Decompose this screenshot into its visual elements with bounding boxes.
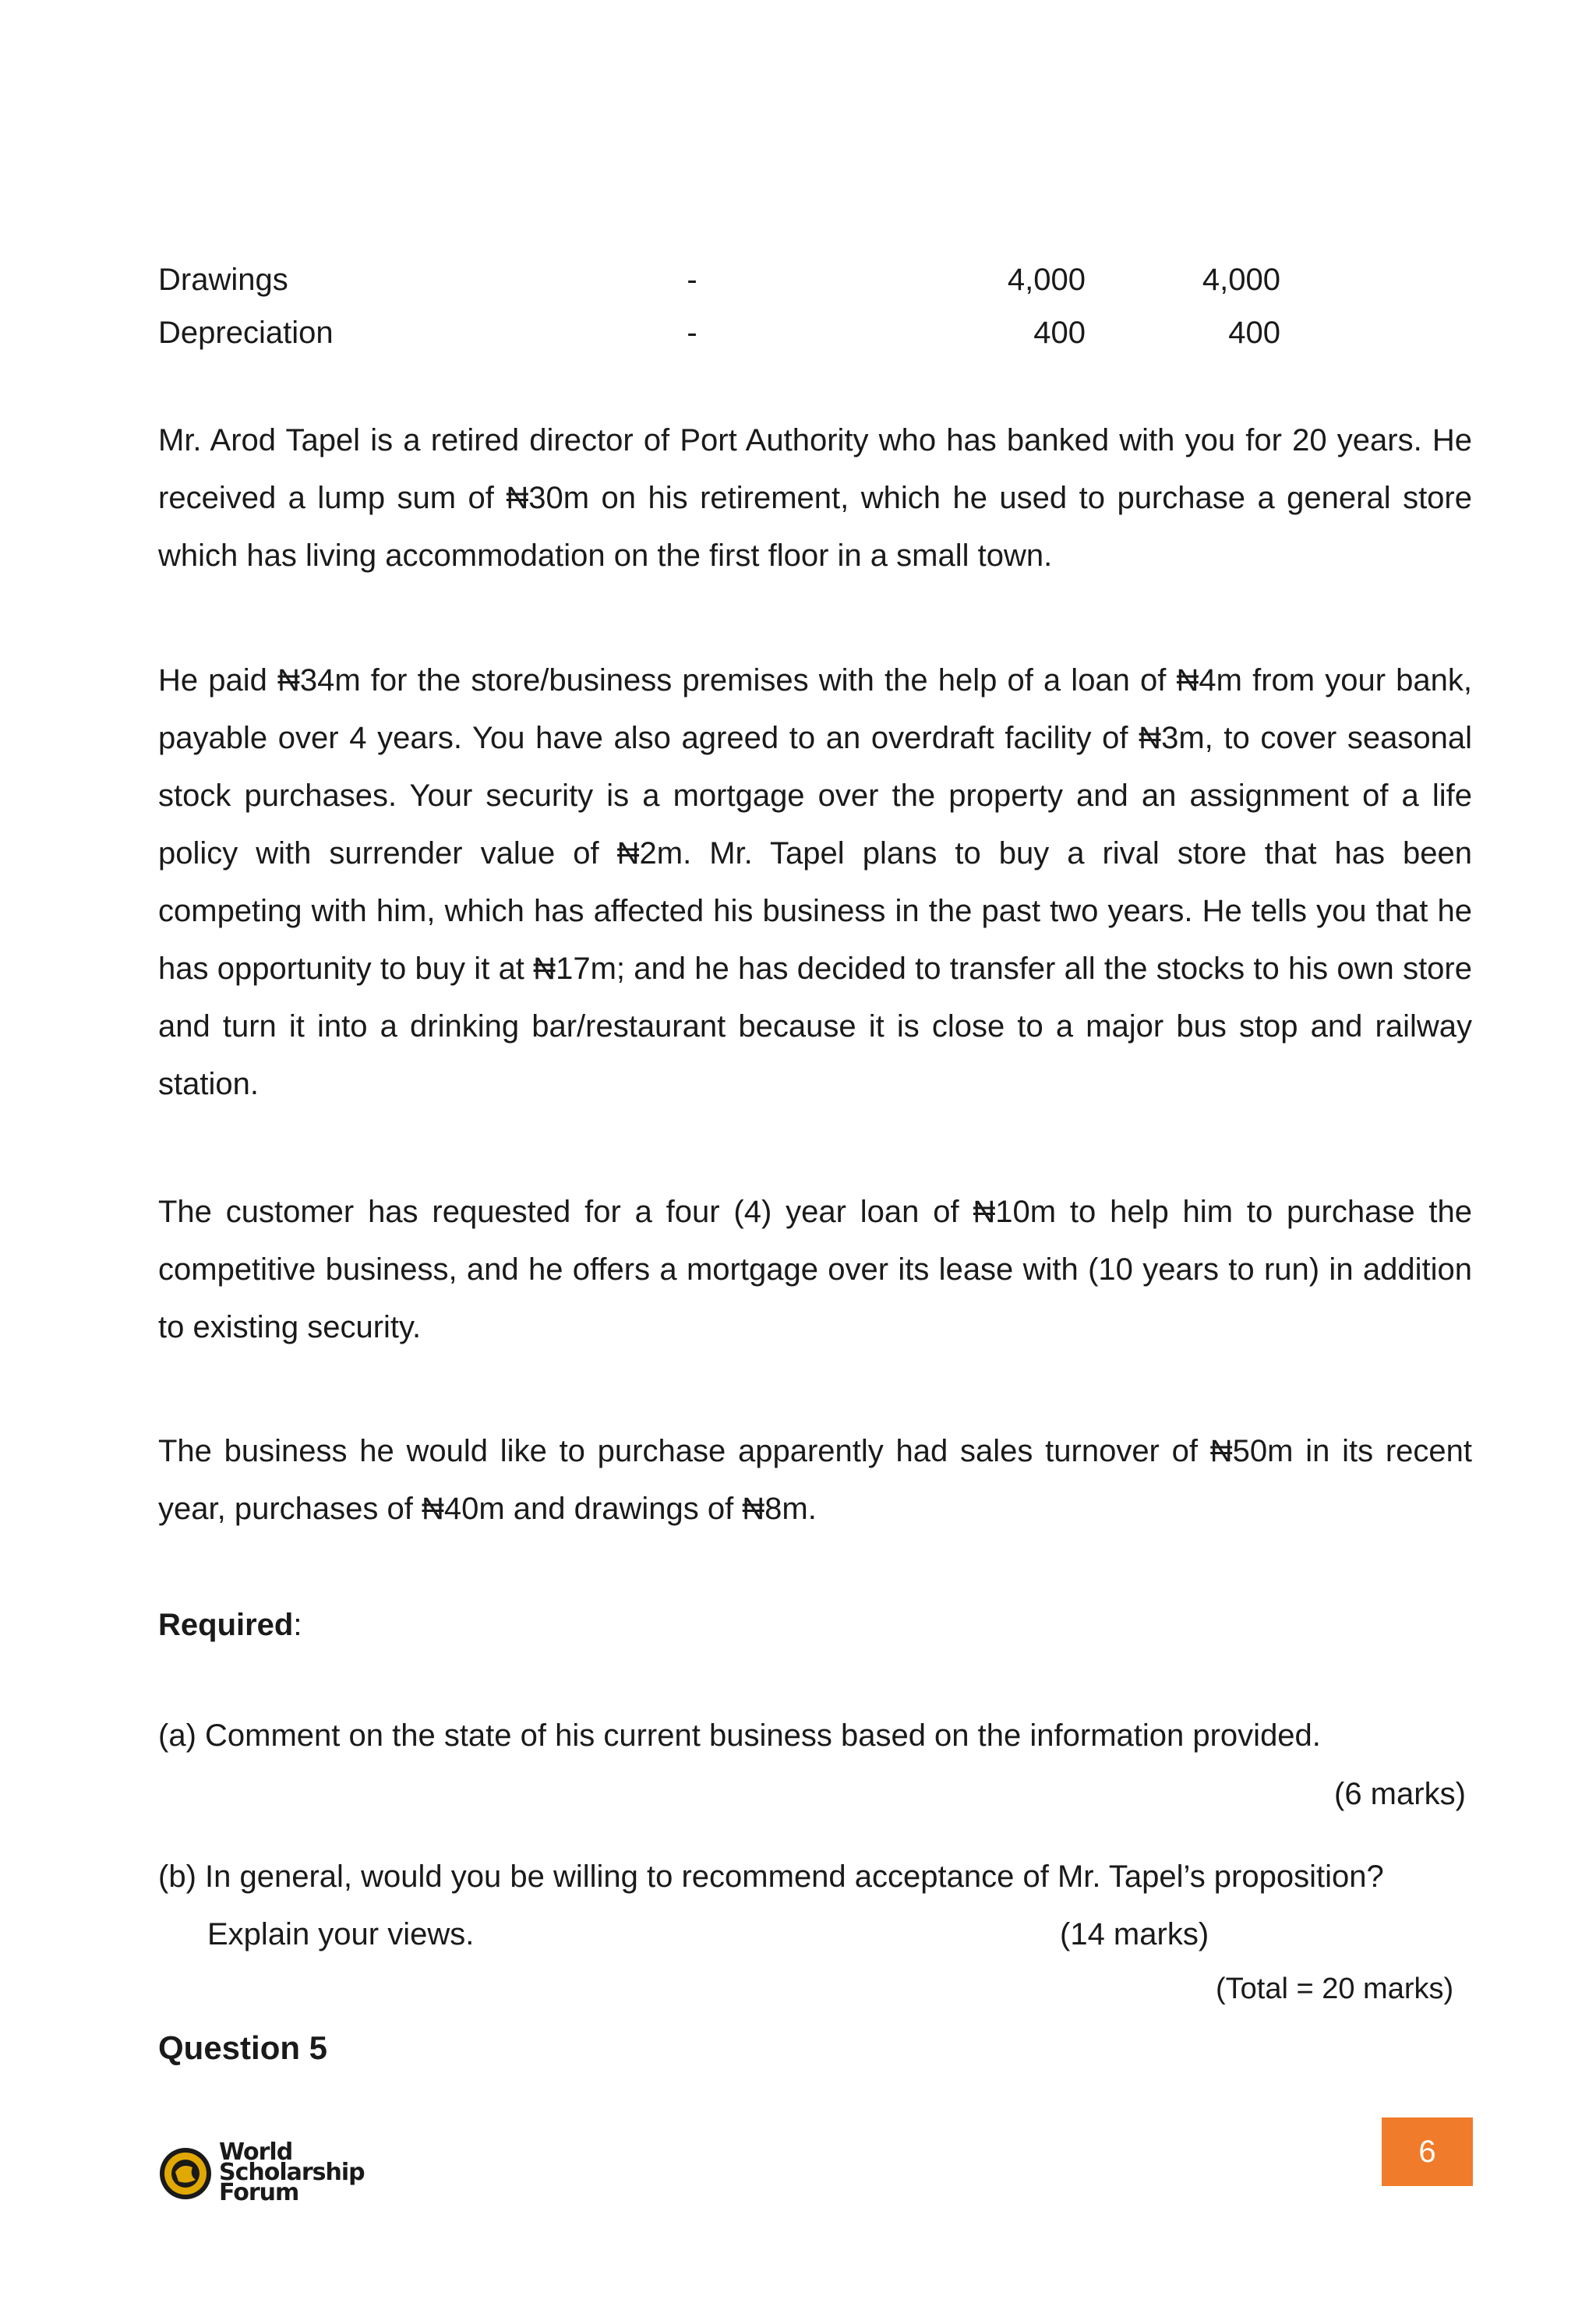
- required-heading: [158, 1602, 302, 1648]
- question-text: Comment on the state of his current business based on the information provided.: [205, 1718, 1321, 1753]
- question-text: Explain your views.: [207, 1917, 475, 1951]
- question-heading: Question 5: [158, 2029, 328, 2066]
- paragraph-text: The customer has requested for a four (4) year loan of ₦10m to help him to purchase the competitive business, and he offers a mortgage over its lease with (10 years to run) in addition to existing security.: [158, 1195, 1472, 1344]
- paragraph-text: He paid ₦34m for the store/business premises with the help of a loan of ₦4m from your bank, payable over 4 years. You have also agreed to an overdraft facility of ₦3m, to cover seasonal stock purchases. Your security is a mortgage over the property and an assignment of a life policy with surrender value of ₦2m. Mr. Tapel plans to buy a rival store that has been competing with him, which has affected his business in the past two years. He tells you that he has opportunity to buy it at ₦17m; and he has decided to transfer all the stocks to his own store and turn it into a drinking bar/restaurant because it is close to a major bus stop and railway station.: [158, 663, 1472, 1101]
- row-label: Depreciation: [158, 316, 334, 350]
- logo-word-3: Forum: [219, 2179, 299, 2206]
- row-dash: -: [687, 263, 697, 297]
- globe-logo-icon: [158, 2144, 213, 2203]
- paragraph-text: The business he would like to purchase apparently had sales turnover of ₦50m in its recent year, purchases of ₦40m and drawings of ₦8m.: [158, 1434, 1472, 1526]
- row-value: 400: [1033, 316, 1086, 350]
- marks-b: (14 marks): [1060, 1917, 1209, 1951]
- total-marks: (Total = 20 marks): [1216, 1973, 1454, 2005]
- paragraph-text: Mr. Arod Tapel is a retired director of Port Authority who has banked with you for 20 years. He received a lump sum of ₦30m on his retirement, which he used to purchase a general store which has living accommodation on the first floor in a small town.: [158, 423, 1472, 573]
- marks-a: (6 marks): [1334, 1777, 1466, 1811]
- row-value: 4,000: [1007, 263, 1086, 297]
- required-colon: :: [293, 1608, 302, 1642]
- table-row: [158, 253, 1280, 306]
- row-value: 400: [1228, 316, 1280, 350]
- row-label: Drawings: [158, 263, 288, 297]
- question-number: (b): [158, 1860, 196, 1894]
- question-text: In general, would you be willing to recommend acceptance of Mr. Tapel’s proposition?: [205, 1860, 1384, 1894]
- logo-word-1: World: [219, 2139, 293, 2166]
- table-row: [158, 306, 1280, 359]
- row-value: 4,000: [1202, 263, 1280, 297]
- paragraph-background: [158, 411, 1472, 585]
- paragraph-proposal: [158, 652, 1472, 1113]
- paragraph-target-business: [158, 1422, 1472, 1538]
- paragraph-loan-request: [158, 1183, 1472, 1356]
- row-dash: -: [687, 316, 697, 350]
- question-number: (a): [158, 1718, 196, 1753]
- required-label: Required: [158, 1608, 294, 1642]
- financial-table: [158, 253, 1280, 359]
- site-logo: [158, 2139, 365, 2209]
- page-number-badge: 6: [1382, 2117, 1473, 2186]
- logo-word-2: Scholarship: [219, 2159, 365, 2186]
